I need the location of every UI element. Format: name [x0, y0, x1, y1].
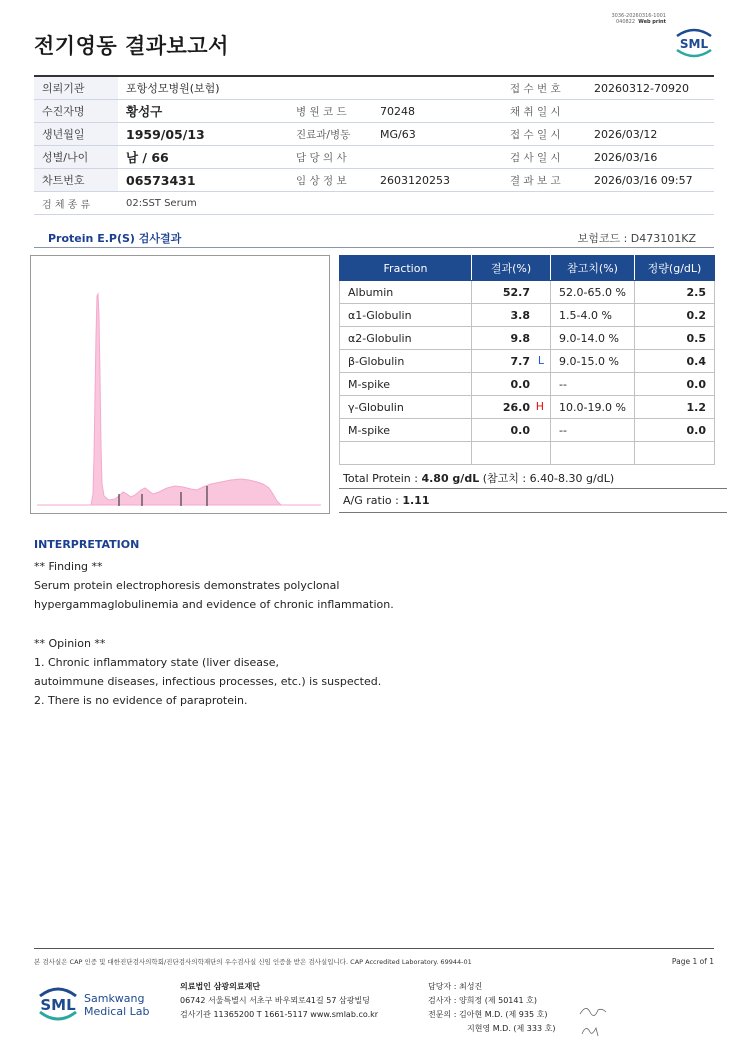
result-percent: 7.7 [510, 354, 530, 368]
info-value: 06573431 [118, 169, 288, 192]
staff-list [428, 980, 555, 1036]
result-percent: 0.0 [510, 377, 530, 391]
info-value: 1959/05/13 [118, 123, 288, 146]
info-row [34, 76, 714, 100]
staff-role: 담당자 : [428, 982, 457, 991]
result-row [340, 304, 715, 327]
result-percent: 9.8 [510, 331, 530, 345]
reference-range: 1.5-4.0 % [551, 304, 635, 327]
info-label: 채 취 일 시 [502, 100, 586, 123]
quantity-gdl: 0.0 [635, 373, 715, 396]
total-protein-ref: (참고치 : 6.40-8.30 g/dL) [479, 472, 615, 485]
footer-divider [34, 948, 714, 949]
fraction-name: M-spike [340, 419, 472, 442]
staff-name: 양희정 (제 50141 호) [458, 996, 537, 1005]
reference-range [551, 442, 635, 465]
signature-image [578, 1000, 608, 1042]
result-row [340, 442, 715, 465]
info-label: 담 당 의 사 [288, 146, 372, 169]
result-percent-cell [472, 281, 551, 304]
info-label: 병 원 코 드 [288, 100, 372, 123]
web-print-label: Web print [638, 19, 666, 25]
info-value: 남 / 66 [118, 146, 288, 169]
result-percent-cell [472, 350, 551, 373]
staff-name: 지현영 M.D. (제 333 호) [467, 1024, 556, 1033]
info-row [34, 100, 714, 123]
info-value: 2603120253 [372, 169, 502, 192]
sml-logo-top [672, 26, 716, 58]
organization-info [180, 980, 378, 1022]
electrophoresis-graph [30, 255, 330, 514]
info-row [34, 146, 714, 169]
electrophoresis-curve [31, 256, 329, 513]
section-title: Protein E.P(S) 검사결과 [48, 232, 182, 245]
info-value: 2026/03/16 [586, 146, 714, 169]
interpretation-text: ** Finding ** Serum protein electrophoresis demonstrates polyclonal hypergammaglobulinemia and evidence of chronic inflammation. ** Opinion ** 1. Chronic inflammatory state (liver disease, autoimmune diseases, infectious processes, etc.) is suspected. 2. There is no evidence of paraprotein. [34, 560, 394, 708]
staff-name: 김아현 M.D. (제 935 호) [458, 1010, 548, 1019]
staff-name: 최성진 [458, 982, 483, 991]
info-label: 의뢰기관 [34, 76, 118, 100]
result-percent: 26.0 [502, 400, 530, 414]
total-protein-label: Total Protein : [343, 472, 422, 485]
fraction-name: γ-Globulin [340, 396, 472, 419]
report-title: 전기영동 결과보고서 [34, 34, 229, 58]
reference-range: 52.0-65.0 % [551, 281, 635, 304]
document-code [611, 13, 666, 25]
result-row [340, 396, 715, 419]
org-address: 06742 서울특별시 서초구 바우뫼로41길 57 삼광빌딩 [180, 996, 370, 1005]
reference-range: 10.0-19.0 % [551, 396, 635, 419]
result-row [340, 327, 715, 350]
info-label: 수진자명 [34, 100, 118, 123]
samkwang-logo-name1: Samkwang [84, 992, 145, 1005]
info-row-specimen [34, 192, 714, 215]
insurance-code: 보험코드 : D473101KZ [577, 232, 696, 245]
fraction-name: β-Globulin [340, 350, 472, 373]
info-label: 진료과/병동 [288, 123, 372, 146]
quantity-gdl: 0.0 [635, 419, 715, 442]
result-percent: 0.0 [510, 423, 530, 437]
result-percent-cell [472, 327, 551, 350]
results-table [339, 255, 715, 465]
samkwang-logo [36, 980, 156, 1026]
result-row [340, 419, 715, 442]
result-row [340, 281, 715, 304]
fraction-name: α1-Globulin [340, 304, 472, 327]
org-contact: 검사기관 11365200 T 1661-5117 www.smlab.co.kr [180, 1010, 379, 1019]
info-value: 황성구 [118, 100, 288, 123]
document-code-line2: 040822 [615, 19, 636, 25]
info-value: 2026/03/16 09:57 [586, 169, 714, 192]
reference-range: -- [551, 419, 635, 442]
page-number: Page 1 of 1 [671, 957, 714, 966]
certification-note: 본 검사실은 CAP 인증 및 대한진단검사의학회/진단검사의학재단의 우수검사실 신임 인증을 받은 검사실입니다. CAP Accredited Laboratory. 69944-01 [34, 958, 472, 966]
electrophoresis-area [37, 294, 321, 505]
quantity-gdl: 0.4 [635, 350, 715, 373]
result-percent-cell [472, 419, 551, 442]
document-code-line1: 3036-20260316-1001 [611, 13, 666, 19]
column-header: 참고치(%) [551, 256, 635, 281]
quantity-gdl: 1.2 [635, 396, 715, 419]
info-value: MG/63 [372, 123, 502, 146]
info-label: 성별/나이 [34, 146, 118, 169]
sml-logo-text: SML [679, 37, 709, 51]
info-row [34, 169, 714, 192]
specimen-value: 02:SST Serum [118, 192, 714, 215]
info-label: 검 사 일 시 [502, 146, 586, 169]
total-protein [339, 470, 727, 489]
result-percent-cell [472, 396, 551, 419]
result-percent-cell [472, 442, 551, 465]
quantity-gdl: 2.5 [635, 281, 715, 304]
staff-role: 검사자 : [428, 996, 457, 1005]
quantity-gdl: 0.2 [635, 304, 715, 327]
abnormal-flag: L [537, 354, 544, 367]
info-value: 70248 [372, 100, 502, 123]
staff-row [428, 994, 555, 1008]
column-header: Fraction [340, 256, 472, 281]
result-row [340, 373, 715, 396]
section-divider [34, 247, 714, 248]
result-percent-cell [472, 304, 551, 327]
info-value [372, 146, 502, 169]
patient-info-table [34, 75, 714, 215]
reference-range: 9.0-14.0 % [551, 327, 635, 350]
staff-row [428, 1022, 555, 1036]
ag-ratio [339, 494, 727, 513]
result-percent: 3.8 [510, 308, 530, 322]
info-value: 2026/03/12 [586, 123, 714, 146]
info-label: 차트번호 [34, 169, 118, 192]
total-protein-value: 4.80 g/dL [421, 472, 480, 485]
info-label: 결 과 보 고 [502, 169, 586, 192]
quantity-gdl [635, 442, 715, 465]
column-header: 결과(%) [472, 256, 551, 281]
specimen-label: 검 체 종 류 [34, 192, 118, 215]
fraction-name: α2-Globulin [340, 327, 472, 350]
results-header-row [340, 256, 715, 281]
info-value: 포항성모병원(보험) [118, 76, 502, 100]
info-label: 임 상 정 보 [288, 169, 372, 192]
info-row [34, 123, 714, 146]
quantity-gdl: 0.5 [635, 327, 715, 350]
staff-row [428, 980, 555, 994]
result-row [340, 350, 715, 373]
ag-ratio-label: A/G ratio : [343, 494, 403, 507]
fraction-name: M-spike [340, 373, 472, 396]
result-percent: 52.7 [502, 285, 530, 299]
info-label: 접 수 번 호 [502, 76, 586, 100]
org-name: 의료법인 삼광의료재단 [180, 982, 261, 991]
fraction-name: Albumin [340, 281, 472, 304]
info-value [586, 100, 714, 123]
reference-range: 9.0-15.0 % [551, 350, 635, 373]
samkwang-logo-text: SML [40, 996, 76, 1014]
info-value: 20260312-70920 [586, 76, 714, 100]
reference-range: -- [551, 373, 635, 396]
abnormal-flag: H [535, 400, 544, 413]
interpretation-title: INTERPRETATION [34, 538, 140, 551]
fraction-name [340, 442, 472, 465]
info-label: 생년월일 [34, 123, 118, 146]
info-label: 접 수 일 시 [502, 123, 586, 146]
samkwang-logo-name2: Medical Lab [84, 1005, 150, 1018]
ag-ratio-value: 1.11 [402, 494, 430, 507]
result-percent-cell [472, 373, 551, 396]
staff-role: 전문의 : [428, 1010, 457, 1019]
staff-row [428, 1008, 555, 1022]
column-header: 정량(g/dL) [635, 256, 715, 281]
